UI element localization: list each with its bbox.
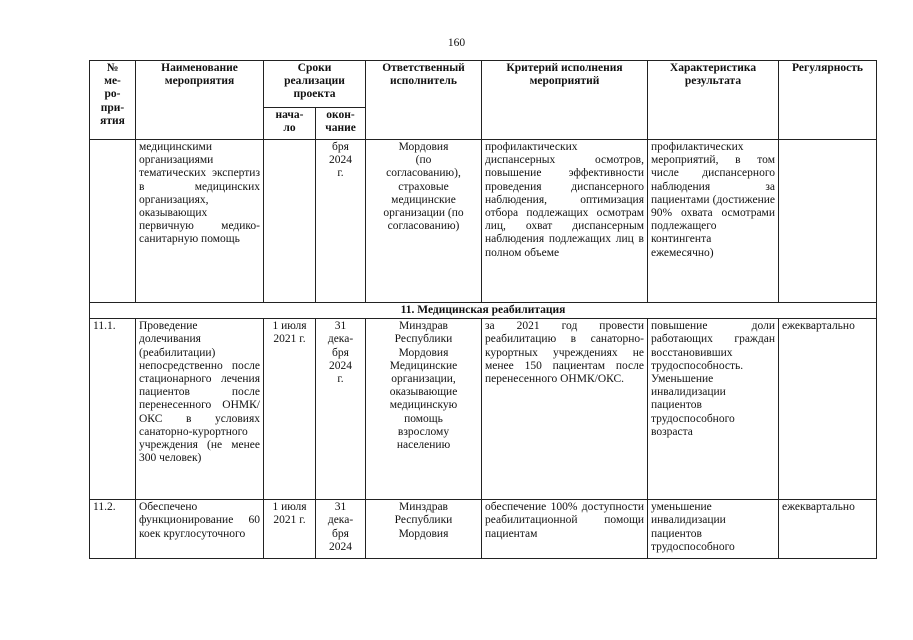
header-responsible: Ответственный исполнитель <box>366 61 482 140</box>
measures-table <box>89 60 877 559</box>
cell-result: уменьшение инвалидизации пациентов трудоспособного <box>648 500 779 559</box>
cell-start: 1 июля 2021 г. <box>264 319 316 500</box>
cell-number: 11.1. <box>90 319 136 500</box>
header-name: Наименование мероприятия <box>136 61 264 140</box>
cell-name: Обеспечено функционирование 60 коек круглосуточного <box>136 500 264 559</box>
cell-regularity: ежеквартально <box>779 319 877 500</box>
table-row <box>90 500 877 559</box>
header-number: № ме- ро- при- ятия <box>90 61 136 140</box>
cell-regularity <box>779 140 877 303</box>
cell-number: 11.2. <box>90 500 136 559</box>
page-number: 160 <box>447 37 466 49</box>
cell-responsible: Минздрав Республики Мордовия Медицинские организации, оказывающие медицинскую помощь взрослому населению <box>366 319 482 500</box>
cell-name: медицинскими организациями тематических экспертиз в медицинских организациях, оказывающих первичную медико-санитарную помощь <box>136 140 264 303</box>
header-start: нача- ло <box>264 108 316 140</box>
cell-criterion: профилактических диспансерных осмотров, повышение эффективности проведения диспансерного наблюдения, оптимизация отбора подлежащих осмотрам лиц, охват диспансерным наблюдения подлежащих лиц в полном объеме <box>482 140 648 303</box>
cell-end: 31 дека- бря 2024 г. <box>316 319 366 500</box>
cell-result: профилактических мероприятий, в том числе диспансерного наблюдения за пациентами (достижение 90% охвата осмотрами подлежащего контингента ежемесячно) <box>648 140 779 303</box>
table-row-continuation <box>90 140 877 303</box>
cell-end: 31 дека- бря 2024 <box>316 500 366 559</box>
cell-result: повышение доли работающих граждан восстановивших трудоспособность. Уменьшение инвалидизации пациентов трудоспособного возраста <box>648 319 779 500</box>
section-row <box>90 303 877 319</box>
header-criterion: Критерий исполнения мероприятий <box>482 61 648 140</box>
header-end: окон- чание <box>316 108 366 140</box>
table-row <box>90 319 877 500</box>
section-title: 11. Медицинская реабилитация <box>90 303 877 319</box>
cell-responsible: Минздрав Республики Мордовия <box>366 500 482 559</box>
header-terms: Сроки реализации проекта <box>264 61 366 108</box>
cell-responsible: Мордовия (по согласованию), страховые медицинские организации (по согласованию) <box>366 140 482 303</box>
header-result: Характеристика результата <box>648 61 779 140</box>
cell-name: Проведение долечивания (реабилитации) непосредственно после стационарного лечения пациентов после перенесенного ОНМК/ОКС в условиях санаторно-курортного учреждения (не менее 300 человек) <box>136 319 264 500</box>
cell-regularity: ежеквартально <box>779 500 877 559</box>
cell-start: 1 июля 2021 г. <box>264 500 316 559</box>
header-regularity: Регулярность <box>779 61 877 140</box>
cell-start <box>264 140 316 303</box>
cell-criterion: обеспечение 100% доступности реабилитационной помощи пациентам <box>482 500 648 559</box>
cell-criterion: за 2021 год провести реабилитацию в санаторно-курортных учреждениях не менее 150 пациентам после перенесенного ОНМК/ОКС. <box>482 319 648 500</box>
cell-number <box>90 140 136 303</box>
cell-end: бря 2024 г. <box>316 140 366 303</box>
